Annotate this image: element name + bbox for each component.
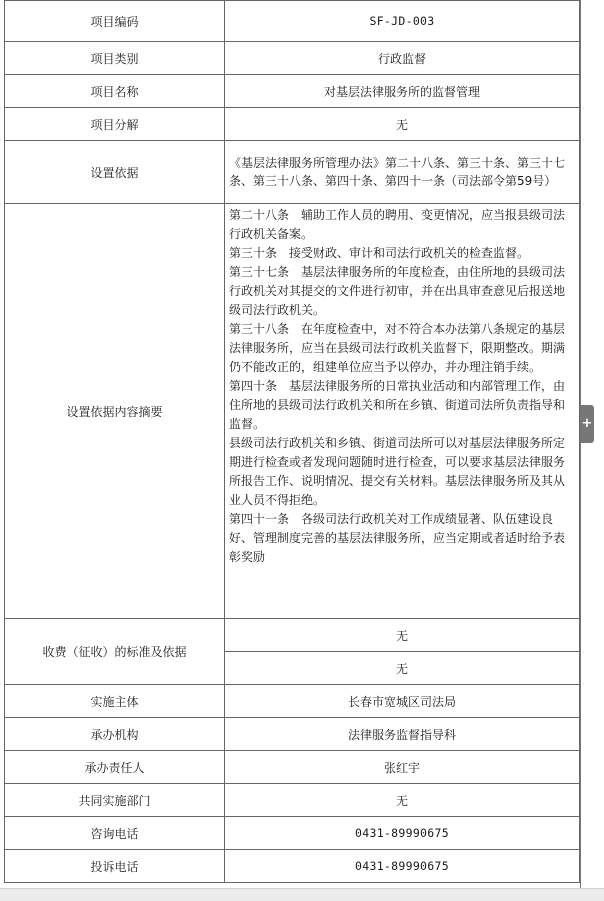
row-joint [5, 784, 580, 817]
summary-paragraph: 县级司法行政机关和乡镇、街道司法所可以对基层法律服务所定期进行检查或者发现问题随时进行检查，可以要求基层法律服务所报告工作、说明情况、提交有关材料。基层法律服务所及其从业人员不得拒绝。 [229, 436, 566, 507]
value-project-breakdown: 无 [225, 108, 580, 141]
expand-side-tab[interactable] [580, 405, 594, 443]
row-consult-phone [5, 817, 580, 850]
label-consult-phone: 咨询电话 [5, 817, 225, 850]
label-basis-summary: 设置依据内容摘要 [5, 204, 225, 619]
label-joint: 共同实施部门 [5, 784, 225, 817]
value-basis: 《基层法律服务所管理办法》第二十八条、第三十条、第三十七条、第三十八条、第四十条、第四十一条（司法部令第59号） [225, 141, 580, 204]
label-basis: 设置依据 [5, 141, 225, 204]
summary-paragraph: 第三十七条 基层法律服务所的年度检查，由住所地的县级司法行政机关对其提交的文件进行初审，并在出具审查意见后报送地级司法行政机关。 [229, 265, 566, 317]
row-basis-summary [5, 204, 580, 619]
value-consult-phone: 0431-89990675 [225, 817, 580, 850]
value-fee-standard: 无 [225, 619, 580, 652]
value-fee-basis: 无 [225, 652, 580, 685]
value-basis-summary [225, 204, 580, 619]
label-project-category: 项目类别 [5, 42, 225, 75]
row-subject [5, 685, 580, 718]
row-person [5, 751, 580, 784]
value-subject: 长春市宽城区司法局 [225, 685, 580, 718]
row-project-name [5, 75, 580, 108]
row-complaint-phone [5, 850, 580, 883]
row-project-category [5, 42, 580, 75]
summary-paragraph: 第三十条 接受财政、审计和司法行政机关的检查监督。 [229, 246, 530, 260]
label-project-name: 项目名称 [5, 75, 225, 108]
row-project-breakdown [5, 108, 580, 141]
label-fee: 收费（征收）的标准及依据 [5, 619, 225, 685]
value-agency: 法律服务监督指导科 [225, 718, 580, 751]
summary-paragraph: 第四十条 基层法律服务所的日常执业活动和内部管理工作，由住所地的县级司法行政机关和所在乡镇、街道司法所负责指导和监督。 [229, 379, 566, 431]
value-project-name: 对基层法律服务所的监督管理 [225, 75, 580, 108]
horizontal-scrollbar[interactable] [0, 888, 604, 901]
row-basis [5, 141, 580, 204]
summary-paragraph: 第三十八条 在年度检查中，对不符合本办法第八条规定的基层法律服务所，应当在县级司法行政机关监督下，限期整改。期满仍不能改正的，组建单位应当予以停办，并办理注销手续。 [229, 322, 566, 374]
label-project-code: 项目编码 [5, 1, 225, 42]
value-complaint-phone: 0431-89990675 [225, 850, 580, 883]
value-project-category: 行政监督 [225, 42, 580, 75]
label-project-breakdown: 项目分解 [5, 108, 225, 141]
value-project-code: SF-JD-003 [225, 1, 580, 42]
row-fee [5, 619, 580, 652]
label-person: 承办责任人 [5, 751, 225, 784]
page-edge-divider [580, 0, 581, 900]
row-project-code [5, 1, 580, 42]
value-joint: 无 [225, 784, 580, 817]
label-complaint-phone: 投诉电话 [5, 850, 225, 883]
summary-paragraph: 第四十一条 各级司法行政机关对工作成绩显著、队伍建设良好、管理制度完善的基层法律服务所，应当定期或者适时给予表彰奖励 [229, 512, 566, 564]
plus-icon: + [581, 416, 593, 431]
summary-paragraph: 第二十八条 辅助工作人员的聘用、变更情况，应当报县级司法行政机关备案。 [229, 208, 566, 241]
label-agency: 承办机构 [5, 718, 225, 751]
row-agency [5, 718, 580, 751]
item-detail-table [4, 0, 580, 883]
value-person: 张红宇 [225, 751, 580, 784]
label-subject: 实施主体 [5, 685, 225, 718]
